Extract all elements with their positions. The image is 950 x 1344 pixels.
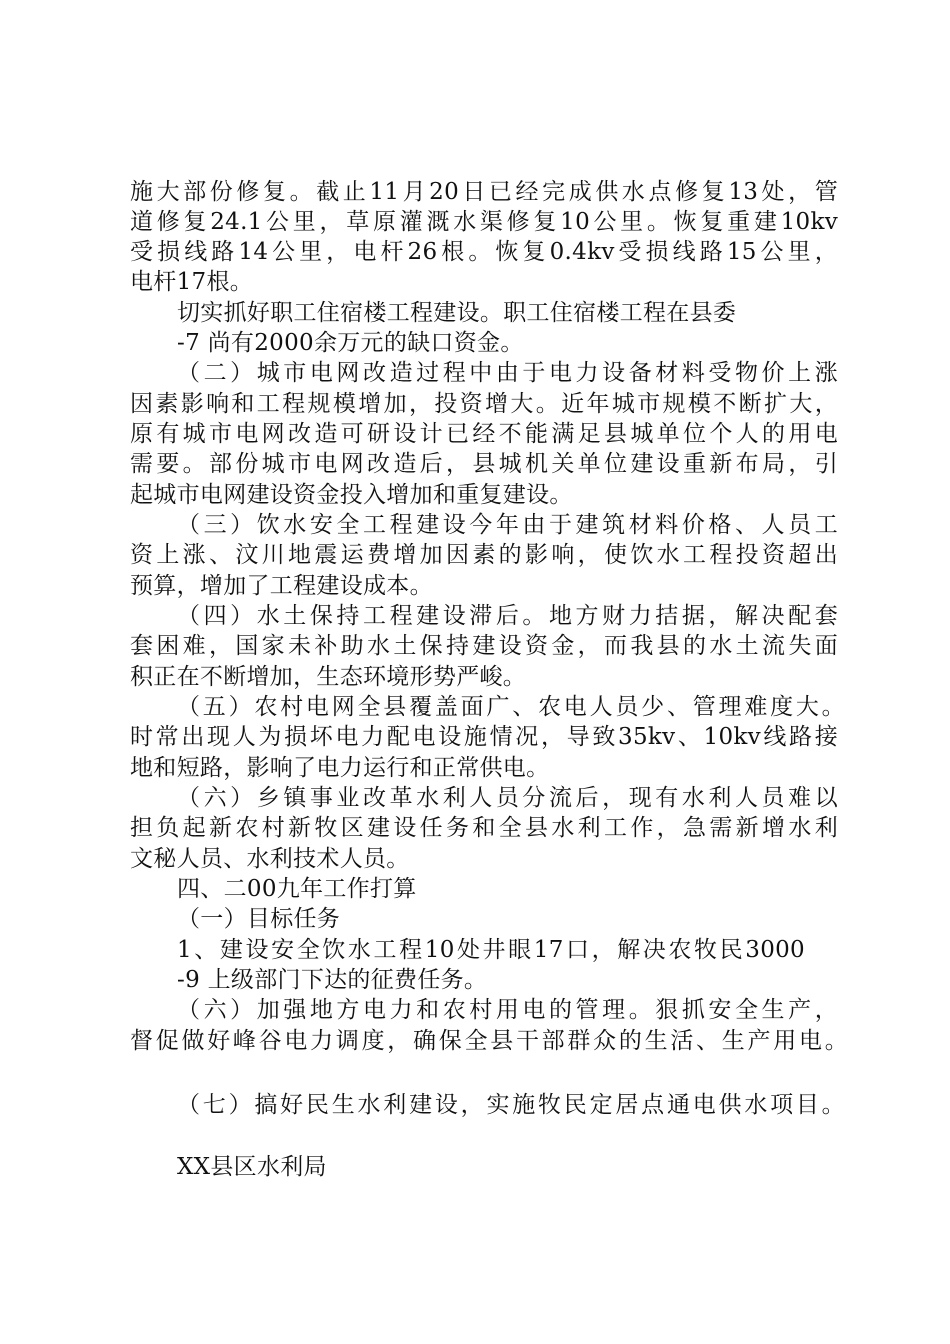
text-line: 1、建设安全饮水工程10处井眼17口，解决农牧民3000 (177, 937, 805, 963)
subsection-heading: （一）目标任务 (177, 906, 341, 932)
text-line: （三）饮水安全工程建设今年由于建筑材料价格、人员工 (177, 512, 838, 538)
text-line: -9 上级部门下达的征费任务。 (177, 967, 488, 993)
text-line: （二）城市电网改造过程中由于电力设备材料受物价上涨 (177, 360, 838, 386)
text-line: （七）搞好民生水利建设，实施牧民定居点通电供水项目。 (177, 1092, 845, 1118)
text-line: 时常出现人为损坏电力配电设施情况，导致35kv、10kv线路接 (130, 724, 838, 750)
text-line: 切实抓好职工住宿楼工程建设。职工住宿楼工程在县委 (177, 300, 737, 326)
text-line: 文秘人员、水利技术人员。 (130, 846, 410, 872)
text-line: 套困难，国家未补助水土保持建设资金，而我县的水土流失面 (130, 633, 838, 659)
text-line: 预算，增加了工程建设成本。 (130, 573, 433, 599)
text-line: 担负起新农村新牧区建设任务和全县水利工作，急需新增水利 (130, 815, 838, 841)
text-line: （六）乡镇事业改革水利人员分流后，现有水利人员难以 (177, 785, 838, 811)
text-line: 资上涨、汶川地震运费增加因素的影响，使饮水工程投资超出 (130, 542, 838, 568)
text-line: （五）农村电网全县覆盖面广、农电人员少、管理难度大。 (177, 694, 845, 720)
text-line: -7 尚有2000余万元的缺口资金。 (177, 330, 524, 356)
text-line: 起城市电网建设资金投入增加和重复建设。 (130, 482, 573, 508)
text-line: 受损线路14公里，电杆26根。恢复0.4kv受损线路15公里， (130, 239, 838, 265)
text-line: 积正在不断增加，生态环境形势严峻。 (130, 664, 527, 690)
text-line: 因素影响和工程规模增加，投资增大。近年城市规模不断扩大， (130, 391, 838, 417)
text-line: 施大部份修复。截止11月20日已经完成供水点修复13处，管 (130, 179, 838, 205)
text-line: 督促做好峰谷电力调度，确保全县干部群众的生活、生产用电。 (130, 1028, 848, 1054)
text-line: 原有城市电网改造可研设计已经不能满足县城单位个人的用电 (130, 421, 838, 447)
signature-line: XX县区水利局 (177, 1154, 327, 1180)
text-line: 需要。部份城市电网改造后，县城机关单位建设重新布局，引 (130, 451, 838, 477)
text-line: （四）水土保持工程建设滞后。地方财力拮据，解决配套 (177, 603, 838, 629)
text-line: （六）加强地方电力和农村用电的管理。狠抓安全生产， (177, 997, 838, 1023)
section-heading: 四、二00九年工作打算 (177, 876, 417, 902)
text-line: 道修复24.1公里，草原灌溉水渠修复10公里。恢复重建10kv (130, 209, 838, 235)
text-line: 地和短路，影响了电力运行和正常供电。 (130, 755, 550, 781)
text-line: 电杆17根。 (130, 269, 254, 295)
